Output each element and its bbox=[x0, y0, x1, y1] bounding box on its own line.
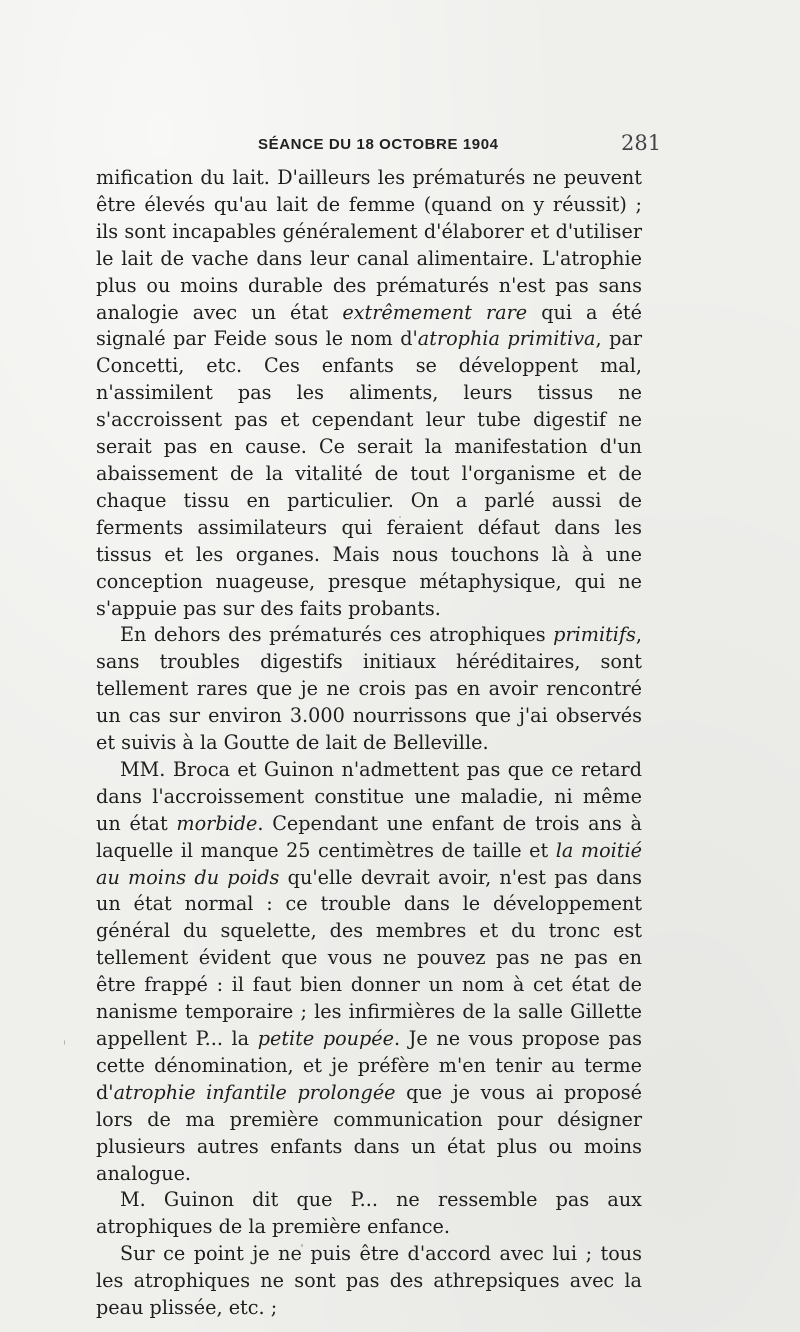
p3-italic-atrophie-infantile: atrophie infantile prolongée bbox=[113, 1080, 396, 1104]
paragraph-1 bbox=[96, 165, 642, 622]
p1-text-a: mification du lait. D'ailleurs les prématurés ne peuvent être élevés qu'au lait de femme (quand on y réussit) ; ils sont incapables généralement d'élaborer et d'utiliser le lait de vache dans leur canal alimentaire. L'atrophie plus ou moins durable des prématurés n'est pas sans analogie avec un état bbox=[96, 166, 642, 324]
paragraph-3 bbox=[96, 757, 642, 1188]
scan-speck bbox=[64, 1040, 65, 1045]
p1-italic-extremement-rare: extrêmement rare bbox=[342, 300, 528, 324]
p3-text-i: que je vous ai proposé lors de ma première communication pour désigner plusieurs autres enfants dans un état plus ou moins analogue. bbox=[96, 1080, 642, 1185]
scan-speck bbox=[301, 1244, 303, 1247]
p3-text-g: . Je ne vous propose pas cette dénomination, et je préfère m'en tenir au terme d' bbox=[96, 1027, 643, 1104]
p2-text-a: En dehors des prématurés ces atrophiques bbox=[120, 623, 554, 647]
p3-text-e: qu'elle devrait avoir, n'est pas dans un état normal : ce trouble dans le développement général du squelette, des membres et du tronc est tellement évident que vous ne pouvez pas ne pas en être frappé : il faut bien donner un nom à cet état de nanisme temporaire ; les infirmières de la salle Gillette appellent P... la bbox=[96, 865, 642, 1050]
p3-italic-morbide: morbide bbox=[176, 811, 258, 835]
paragraph-5: Sur ce point je ne puis être d'accord avec lui ; tous les atrophiques ne sont pas des athrepsiques avec la peau plissée, etc. ; bbox=[96, 1242, 642, 1320]
paragraph-4: M. Guinon dit que P... ne ressemble pas aux atrophiques de la première enfance. bbox=[96, 1188, 642, 1239]
p2-text-c: , sans troubles digestifs initiaux héréditaires, sont tellement rares que je ne crois pas en avoir rencontré un cas sur environ 3.000 nourrissons que j'ai observés et suivis à la Goutte de lait de Belleville. bbox=[96, 623, 642, 755]
p1-italic-atrophia-primitiva: atrophia primitiva bbox=[417, 327, 596, 351]
p1-text-c: qui a été signalé par Feide sous le nom d' bbox=[96, 300, 642, 351]
page-header bbox=[96, 131, 640, 159]
running-title: SÉANCE DU 18 OCTOBRE 1904 bbox=[258, 136, 499, 153]
p3-text-a: MM. Broca et Guinon n'admettent pas que ce retard dans l'accroissement constitue une maladie, ni même un état bbox=[96, 757, 642, 835]
scan-speck bbox=[399, 516, 401, 518]
p3-italic-moitie-poids: la moitié au moins du poids bbox=[96, 838, 643, 889]
p3-text-c: . Cependant une enfant de trois ans à laquelle il manque 25 centimètres de taille et bbox=[96, 811, 642, 862]
page-number: 281 bbox=[621, 131, 662, 155]
p2-italic-primitifs: primitifs bbox=[553, 623, 636, 647]
p1-text-e: , par Concetti, etc. Ces enfants se développent mal, n'assimilent pas les aliments, leurs tissus ne s'accroissent pas et cependant leur tube digestif ne serait pas en cause. Ce serait la manifestation d'un abaissement de la vitalité de tout l'organisme et de chaque tissu en particulier. On a parlé aussi de ferments assimilateurs qui feraient défaut dans les tissus et les organes. Mais nous touchons là à une conception nuageuse, presque métaphysique, qui ne s'appuie pas sur des faits probants. bbox=[96, 327, 642, 620]
p3-italic-petite-poupee: petite poupée bbox=[257, 1027, 395, 1050]
paragraph-2 bbox=[96, 622, 642, 757]
body-text bbox=[96, 165, 642, 1322]
